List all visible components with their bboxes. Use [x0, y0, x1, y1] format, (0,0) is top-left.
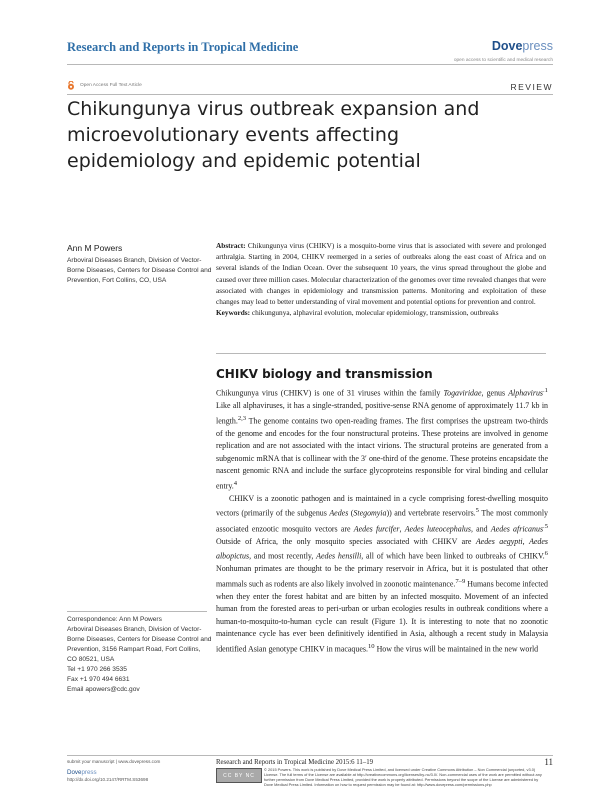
- correspondence-email[interactable]: Email apowers@cdc.gov: [67, 686, 140, 693]
- keywords-label: Keywords:: [216, 308, 251, 318]
- submit-manuscript-link[interactable]: submit your manuscript | www.dovepress.com: [67, 759, 161, 764]
- abstract: [216, 240, 546, 318]
- open-access-lock-icon: [67, 81, 75, 90]
- section-heading: CHIKV biology and transmission: [216, 367, 433, 381]
- open-access-label: Open Access Full Text Article: [80, 83, 142, 88]
- author-affiliation: Arboviral Diseases Branch, Division of Vector-Borne Diseases, Centers for Disease Control and Prevention, Fort Collins, CO, USA: [67, 257, 212, 284]
- footer-divider: [67, 755, 553, 756]
- license-text: © 2015 Powers. This work is published by Dove Medical Press Limited, and licensed under Creative Commons Attribution – Non Commercial (unported, v3.0) License. The full terms of the License are available at http://creativecommons.org/licenses/by-nc/3.0/. Non-commercial uses of the work are permitted without any further permission from Dove Medical Press Limited, provided the work is properly attributed. Permissions beyond the scope of the License are administered by Dove Medical Press Limited. Information on how to request permission may be found at: http://www.dovepress.com/permissions.php: [264, 767, 542, 787]
- footer-logo-press: press: [81, 769, 97, 776]
- keywords-text: chikungunya, alphaviral evolution, molecular epidemiology, transmission, outbreaks: [251, 308, 499, 318]
- publisher-tagline: open access to scientific and medical research: [453, 58, 553, 63]
- correspondence-tel: Tel +1 970 266 3535: [67, 666, 127, 673]
- paragraph-2: CHIKV is a zoonotic pathogen and is maintained in a cycle comprising forest-dwelling mosquito vectors (primarily of the subgenus Aedes (Stegomyia)) and vertebrate reservoirs.$^5$ The most commonly associated enzootic mosquito vectors are Aedes furcifer, Aedes luteocephalus, and Aedes africanus$^{.5}$ Outside of Africa, the only mosquito species associated with CHIKV are Aedes aegypti, Aedes albopictus, and most recently, Aedes hensilli, all of which have been linked to outbreaks of CHIKV.$^6$ Nonhuman primates are thought to be the primary reservoir in Africa, but it is postulated that other mammals such as rodents are also likely involved in zoonotic maintenance.$^{7-9}$ Humans become infected when they enter the forest habitat and are bitten by an infected mosquito. Movement of an infected human from the forested areas to peri-urban or urban ecologies results in outbreak conditions where a human-to-mosquito-to-human cycle can result (Figure 1). It is interesting to note that no zoonotic maintenance cycle has ever been definitively identified in Asia, although a recent study in Malaysia identified Asian genotype CHIKV in macaques.$^{10}$ How the virus will be maintained in the new world: [216, 493, 549, 654]
- body-text: [216, 385, 548, 656]
- article-type: REVIEW: [510, 82, 553, 92]
- doi-link[interactable]: http://dx.doi.org/10.2147/RRTM.S53698: [67, 777, 149, 782]
- correspondence-block: [67, 615, 212, 695]
- correspondence-address: Arboviral Diseases Branch, Division of Vector-Borne Diseases, Centers for Disease Control and Prevention, 3156 Rampart Road, Fort Collins, CO 80521, USA: [67, 626, 212, 663]
- footer-logo[interactable]: [67, 769, 97, 776]
- open-access-badge: [67, 81, 142, 90]
- cc-license-badge[interactable]: CC BY NC: [216, 768, 262, 783]
- page-number: 11: [544, 757, 553, 767]
- logo-dove-text: Dove: [491, 39, 523, 53]
- abstract-divider: [216, 353, 546, 354]
- correspondence-divider: [67, 611, 207, 612]
- title-divider: [67, 94, 553, 95]
- header-divider: [67, 64, 553, 65]
- logo-press-text: press: [522, 39, 553, 53]
- abstract-label: Abstract:: [216, 241, 246, 250]
- footer-logo-dove: Dove: [67, 769, 82, 776]
- correspondence-label: Correspondence: Ann M Powers: [67, 616, 162, 623]
- article-title: Chikungunya virus outbreak expansion and microevolutionary events affecting epidemiology and epidemic potential: [67, 98, 480, 172]
- correspondence-fax: Fax +1 970 494 6631: [67, 676, 130, 683]
- paragraph-1: Chikungunya virus (CHIKV) is one of 31 viruses within the family Togaviridae, genus Alphavirus$^{.1}$ Like all alphaviruses, it has a single-stranded, positive-sense RNA genome of approximately 11.7 kb in length.$^{2,3}$ The genome contains two open-reading frames. The first comprises the upstream two-thirds of the genome and encodes for the four nonstructural proteins. These proteins are involved in genome replication and are not associated with the intact virions. The structural proteins are generated from a subgenomic mRNA that is collinear with the 3′ one-third of the genome. These proteins encapsidate the nascent genomic RNA and include the surface glycoproteins responsible for viral binding and cellular entry.$^4$: [216, 387, 548, 491]
- author-name: Ann M Powers: [67, 243, 123, 253]
- abstract-text: Chikungunya virus (CHIKV) is a mosquito-borne virus that is associated with severe and prolonged arthralgia. Starting in 2004, CHIKV reemerged in a series of outbreaks along the east coast of Africa and on several islands of the Indian Ocean. Over the subsequent 10 years, the virus spread throughout the globe and caused over three million cases. Molecular characterization of the genomes over time revealed changes that were associated with changes in epidemiology and transmission patterns. Monitoring and exploitation of these changes may lead to better understanding of viral movement and potential options for prevention and control.: [216, 241, 546, 307]
- journal-title: Research and Reports in Tropical Medicine: [67, 40, 299, 54]
- publisher-logo[interactable]: [492, 39, 553, 53]
- citation: Research and Reports in Tropical Medicine 2015:6 11–19: [216, 759, 373, 766]
